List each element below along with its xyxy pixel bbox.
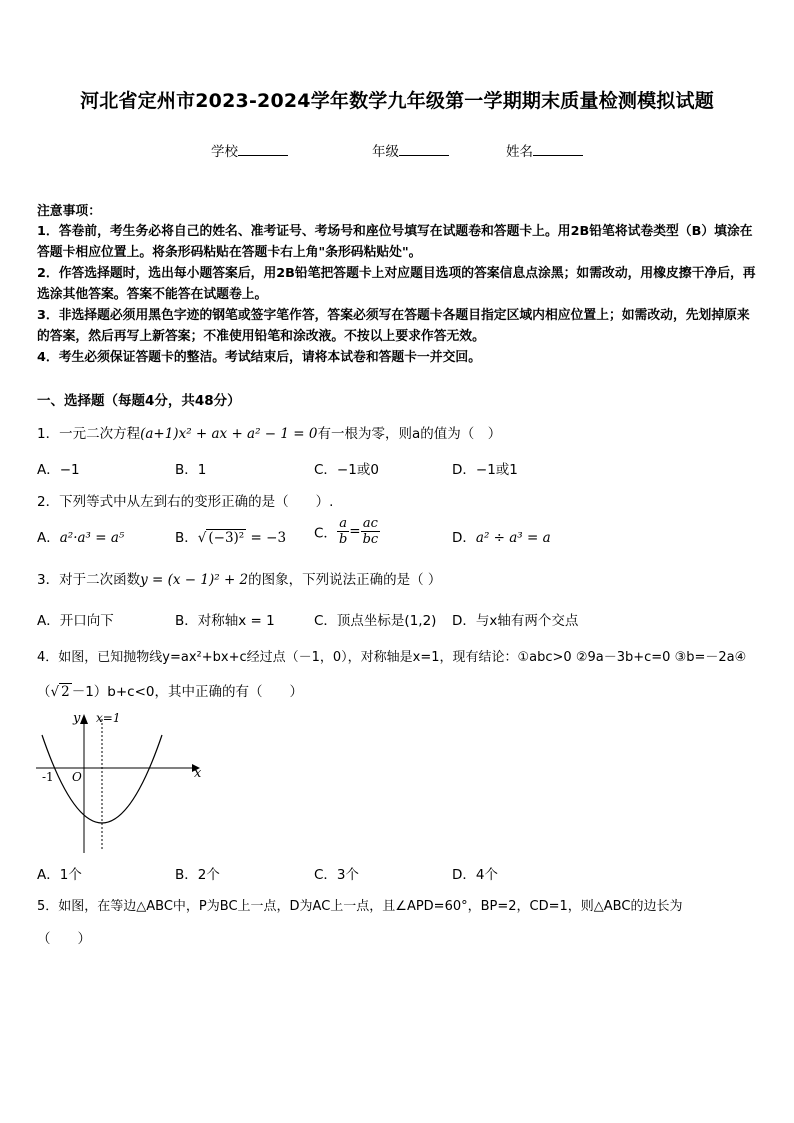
grade-label: 年级: [372, 144, 399, 160]
q2-a-label: A．: [37, 530, 60, 546]
question-4-line-2: （√ 2 －1）b+c<0，其中正确的有（ ）: [37, 684, 303, 700]
q2-c-label: C．: [314, 525, 337, 542]
q1-option-c[interactable]: C．−1或0: [314, 462, 379, 478]
notice-item-4: 4．考生必须保证答题卡的整洁。考试结束后，请将本试卷和答题卡一并交回。: [37, 350, 481, 365]
q4-option-a[interactable]: A．1个: [37, 867, 82, 883]
q2-b-label: B．: [175, 530, 198, 546]
q2-option-a[interactable]: [37, 526, 124, 546]
q2-a-expr: a²·a³ = a⁵: [59, 530, 125, 546]
school-field[interactable]: [211, 140, 288, 160]
q1-option-b[interactable]: B．1: [175, 462, 207, 478]
name-field[interactable]: [506, 140, 583, 160]
q3-option-b[interactable]: B．对称轴x = 1: [175, 613, 275, 629]
grade-field[interactable]: [372, 140, 449, 160]
question-1: [37, 422, 501, 442]
q2-c-frac-left: $\frac{a}{b}$: [338, 516, 348, 547]
notice-item-2: 2．作答选择题时，选出每小题答案后，用2B铅笔把答题卡上对应题目选项的答案信息点涂黑；如需改动，用橡皮擦干净后，再选涂其他答案。答案不能答在试题卷上。: [37, 266, 756, 302]
q1-equation: (a+1)x² + ax + a² − 1 = 0: [140, 426, 318, 442]
origin-label: O: [72, 770, 82, 784]
q1-option-a[interactable]: A．−1: [37, 462, 80, 478]
q4-tail: －1）b+c<0，其中正确的有（ ）: [71, 684, 303, 700]
y-axis-label: y: [73, 711, 81, 726]
q4-open-paren: （: [37, 684, 51, 700]
question-5-line-2: （ ）: [37, 931, 91, 947]
q2-option-c[interactable]: C． $\frac{a}{b}$ = $\frac{ac}{bc}$: [314, 516, 379, 547]
notice-item-3: 3．非选择题必须用黑色字迹的钢笔或签字笔作答，答案必须写在答题卡各题目指定区域内相应位置上；如需改动，先划掉原来的答案，然后再写上新答案；不准使用铅笔和涂改液。不按以上要求作答无效。: [37, 308, 750, 344]
y-axis-arrow: [80, 714, 88, 724]
page-title: 河北省定州市2023-2024学年数学九年级第一学期期末质量检测模拟试题: [80, 90, 714, 112]
q4-option-d[interactable]: D．4个: [452, 867, 498, 883]
question-3: [37, 568, 441, 588]
section-heading: 一、选择题（每题4分，共48分）: [37, 393, 241, 409]
q4-radicand: 2: [61, 684, 70, 700]
notice-heading: 注意事项：: [37, 204, 101, 219]
q2-d-label: D．: [452, 530, 476, 546]
q2-option-b[interactable]: B．√ (−3)² = −3: [175, 530, 287, 546]
q3-option-a[interactable]: A．开口向下: [37, 613, 114, 629]
question-5-line-1: 5．如图，在等边△ABC中，P为BC上一点，D为AC上一点，且∠APD=60°，BP=2，CD=1，则△ABC的边长为: [37, 899, 683, 914]
q2-b-radicand: (−3)²: [208, 530, 245, 546]
q3-tail: 的图象，下列说法正确的是（ ）: [248, 572, 442, 588]
q2-d-expr: a² ÷ a³ = a: [475, 530, 551, 546]
root-label: -1: [42, 770, 54, 784]
q2-option-d[interactable]: [452, 526, 551, 546]
q1-tail: 有一根为零，则a的值为（ ）: [317, 426, 502, 442]
q3-option-d[interactable]: D．与x轴有两个交点: [452, 613, 579, 629]
q3-option-c[interactable]: C．顶点坐标是(1,2): [314, 613, 437, 629]
q1-option-d[interactable]: D．−1或1: [452, 462, 518, 478]
symmetry-label: x=1: [96, 711, 121, 725]
notice-item-1: 1．答卷前，考生务必将自己的姓名、准考证号、考场号和座位号填写在试题卷和答题卡上。用2B铅笔将试卷类型（B）填涂在答题卡相应位置上。将条形码粘贴在答题卡右上角"条形码粘贴处"。: [37, 224, 753, 260]
q2-b-rest: = −3: [250, 530, 287, 546]
parabola-graph: [34, 705, 204, 855]
q3-text: 3．对于二次函数: [37, 572, 141, 588]
question-2: 2．下列等式中从左到右的变形正确的是（ ）.: [37, 494, 334, 510]
name-label: 姓名: [506, 144, 533, 160]
q3-equation: y = (x − 1)² + 2: [140, 572, 249, 588]
q4-option-c[interactable]: C．3个: [314, 867, 360, 883]
x-axis-label: x: [194, 766, 202, 781]
q1-text: 1．一元二次方程: [37, 426, 141, 442]
q4-option-b[interactable]: B．2个: [175, 867, 220, 883]
question-4-line-1: 4．如图，已知抛物线y=ax²+bx+c经过点（－1，0），对称轴是x=1，现有结论：①abc>0 ②9a－3b+c=0 ③b=－2a④: [37, 650, 747, 665]
q2-c-frac-right: $\frac{ac}{bc}$: [362, 516, 379, 547]
school-label: 学校: [211, 144, 238, 160]
